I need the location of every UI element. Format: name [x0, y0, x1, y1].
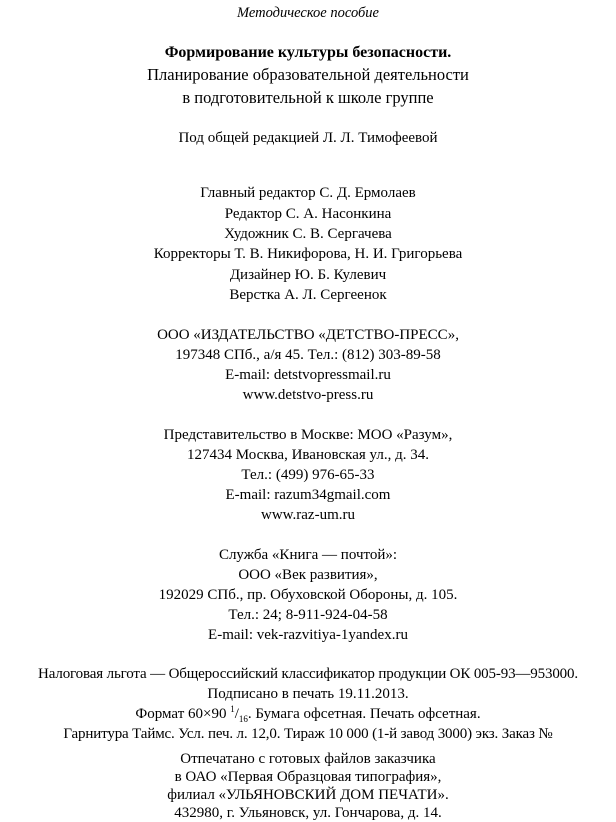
mail-order-email: E-mail: vek-razvitiya-1yandex.ru [208, 627, 408, 643]
publisher-website: www.detstvo-press.ru [242, 387, 374, 403]
paper-format: Формат 60×90 $^1/_{16}$. Бумага офсетная. Печать офсетная. [135, 704, 481, 724]
edited-by: Под общей редакцией Л. Л. Тимофеевой [178, 130, 438, 146]
typeface-print-run: Гарнитура Таймс. Усл. печ. л. 12,0. Тираж 10 000 (1-й завод 3000) экз. Заказ № [63, 726, 553, 742]
credit-line: Верстка А. Л. Сергеенок [229, 287, 387, 303]
moscow-office-email: E-mail: razum34gmail.com [225, 487, 391, 503]
moscow-office-line: Представительство в Москве: МОО «Разум», [163, 427, 453, 443]
credit-line: Главный редактор С. Д. Ермолаев [200, 185, 416, 201]
mail-order-line: Служба «Книга — почтой»: [218, 547, 398, 563]
signed-to-print: Подписано в печать 19.11.2013. [207, 686, 409, 702]
credit-line: Редактор С. А. Насонкина [224, 206, 392, 222]
moscow-office-line: 127434 Москва, Ивановская ул., д. 34. [187, 447, 429, 463]
mail-order-line: ООО «Век развития», [238, 567, 378, 583]
book-subtitle-line-2: в подготовительной к школе группе [182, 88, 434, 107]
printer-line: в ОАО «Первая Образцовая типография», [174, 769, 442, 785]
publisher-line: ООО «ИЗДАТЕЛЬСТВО «ДЕТСТВО-ПРЕСС», [157, 327, 459, 343]
mail-order-line: 192029 СПб., пр. Обуховской Обороны, д. 105. [158, 587, 458, 603]
printer-line: филиал «УЛЬЯНОВСКИЙ ДОМ ПЕЧАТИ». [167, 787, 449, 803]
moscow-office-website: www.raz-um.ru [261, 507, 355, 523]
publisher-email: E-mail: detstvopressmail.ru [225, 367, 391, 383]
book-title: Формирование культуры безопасности. [164, 44, 452, 61]
book-subtitle-line-1: Планирование образовательной деятельности [147, 65, 469, 84]
mail-order-phone: Тел.: 24; 8-911-924-04-58 [228, 607, 388, 623]
credit-line: Художник С. В. Сергачева [224, 226, 392, 242]
credit-line: Корректоры Т. В. Никифорова, Н. И. Григорьева [153, 246, 463, 262]
publisher-line: 197348 СПб., а/я 45. Тел.: (812) 303-89-58 [175, 347, 441, 363]
credit-line: Дизайнер Ю. Б. Кулевич [229, 267, 387, 283]
moscow-office-phone: Тел.: (499) 976-65-33 [241, 467, 375, 483]
printer-line: Отпечатано с готовых файлов заказчика [180, 751, 436, 767]
printer-address: 432980, г. Ульяновск, ул. Гончарова, д. 14. [174, 805, 442, 821]
series-label: Методическое пособие [237, 5, 379, 21]
tax-exemption-line: Налоговая льгота — Общероссийский классификатор продукции ОК 005-93—953000. [38, 666, 578, 682]
